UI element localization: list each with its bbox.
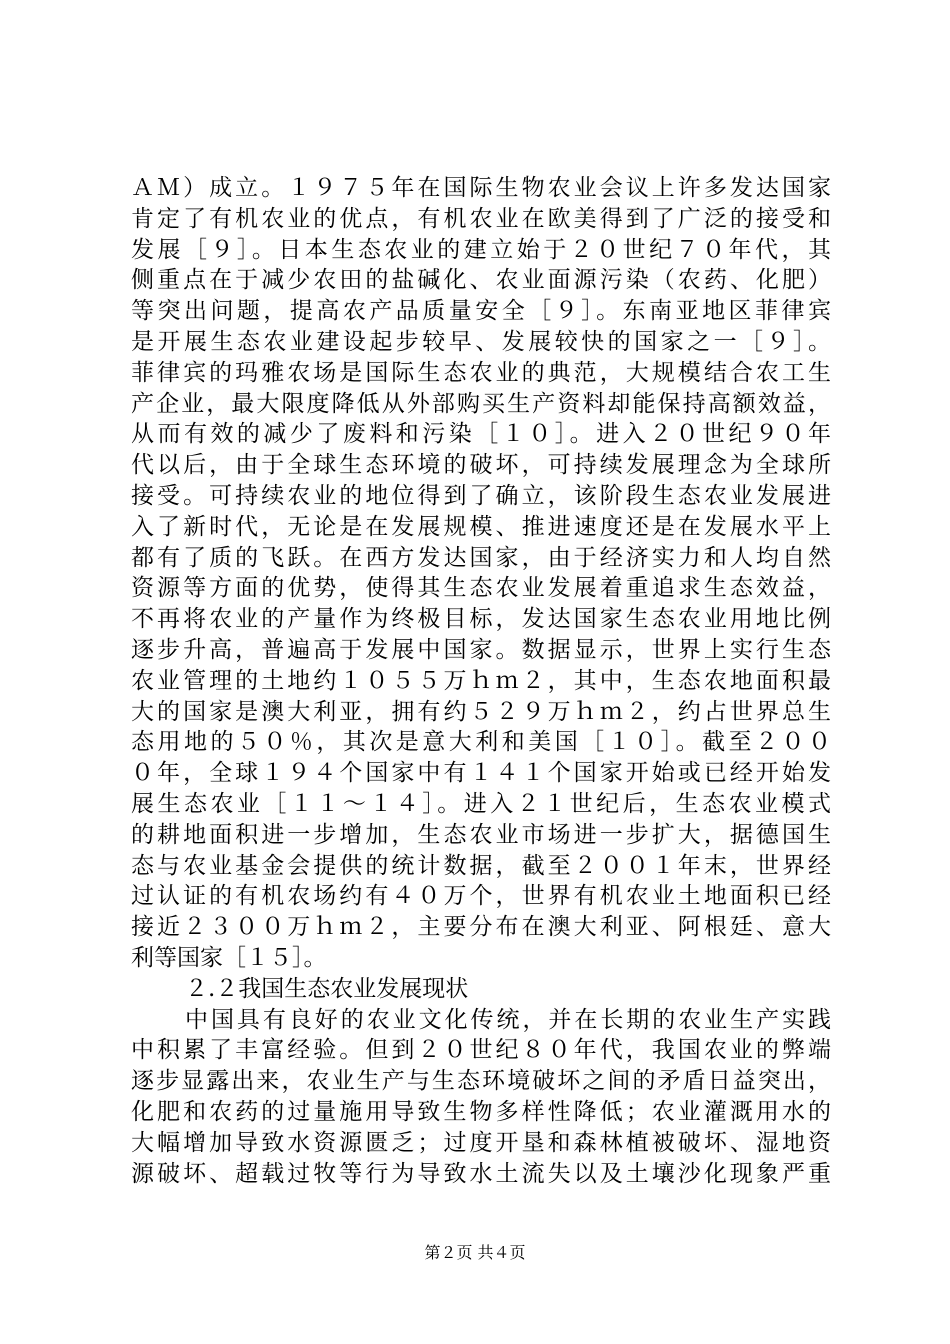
text-line: 逐步升高，普遍高于发展中国家。数据显示，世界上实行生态 <box>131 636 831 663</box>
text-line: 不再将农业的产量作为终极目标，发达国家生态农业用地比例 <box>131 606 831 633</box>
text-line: 肯定了有机农业的优点，有机农业在欧美得到了广泛的接受和 <box>131 205 831 232</box>
text-line: 入了新时代，无论是在发展规模、推进速度还是在发展水平上 <box>131 513 831 540</box>
text-line: 的耕地面积进一步增加，生态农业市场进一步扩大，据德国生 <box>131 821 831 848</box>
text-line: 菲律宾的玛雅农场是国际生态农业的典范，大规模结合农工生 <box>131 359 831 386</box>
text-line: 代以后，由于全球生态环境的破坏，可持续发展理念为全球所 <box>131 452 831 479</box>
document-body <box>131 173 831 1189</box>
page-number-label: 第２页 共４页 <box>424 1243 526 1262</box>
text-line: 态用地的５０％，其次是意大利和美国［１０］。截至２００ <box>131 729 831 756</box>
text-line: 展生态农业［１１～１４］。进入２１世纪后，生态农业模式 <box>131 790 831 817</box>
text-line: 逐步显露出来，农业生产与生态环境破坏之间的矛盾日益突出， <box>131 1068 831 1095</box>
text-line: 产企业，最大限度降低从外部购买生产资料却能保持高额效益， <box>131 390 831 417</box>
text-line: 接近２３００万ｈｍ２，主要分布在澳大利亚、阿根廷、意大 <box>131 914 831 941</box>
text-line: 化肥和农药的过量施用导致生物多样性降低；农业灌溉用水的 <box>131 1098 831 1125</box>
text-line: 发展［９］。日本生态农业的建立始于２０世纪７０年代，其 <box>131 236 831 263</box>
text-line: 是开展生态农业建设起步较早、发展较快的国家之一［９］。 <box>131 328 831 355</box>
text-line: 等突出问题，提高农产品质量安全［９］。东南亚地区菲律宾 <box>131 298 831 325</box>
text-line: 农业管理的土地约１０５５万ｈｍ２，其中，生态农地面积最 <box>131 667 831 694</box>
text-line: 中国具有良好的农业文化传统，并在长期的农业生产实践 <box>185 1006 831 1033</box>
text-line: 侧重点在于减少农田的盐碱化、农业面源污染（农药、化肥） <box>131 267 831 294</box>
text-line: 接受。可持续农业的地位得到了确立，该阶段生态农业发展进 <box>131 482 831 509</box>
text-line: 中积累了丰富经验。但到２０世纪８０年代，我国农业的弊端 <box>131 1037 831 1064</box>
text-line: 过认证的有机农场约有４０万个，世界有机农业土地面积已经 <box>131 883 831 910</box>
text-line: 利等国家［１５］。 <box>131 944 327 971</box>
page-footer <box>0 1243 950 1263</box>
text-line: ０年，全球１９４个国家中有１４１个国家开始或已经开始发 <box>131 760 831 787</box>
text-line: 大幅增加导致水资源匮乏；过度开垦和森林植被破坏、湿地资 <box>131 1129 831 1156</box>
text-line: 资源等方面的优势，使得其生态农业发展着重追求生态效益， <box>131 575 831 602</box>
text-line: 都有了质的飞跃。在西方发达国家，由于经济实力和人均自然 <box>131 544 831 571</box>
text-line: 态与农业基金会提供的统计数据，截至２００１年末，世界经 <box>131 852 831 879</box>
text-line: 大的国家是澳大利亚，拥有约５２９万ｈｍ２，约占世界总生 <box>131 698 831 725</box>
text-line: ＡＭ）成立。１９７５年在国际生物农业会议上许多发达国家 <box>131 175 831 201</box>
text-line: 源破坏、超载过牧等行为导致水土流失以及土壤沙化现象严重 <box>131 1160 831 1187</box>
section-heading: ２.２我国生态农业发展现状 <box>185 975 469 1002</box>
text-line: 从而有效的减少了废料和污染［１０］。进入２０世纪９０年 <box>131 421 831 448</box>
